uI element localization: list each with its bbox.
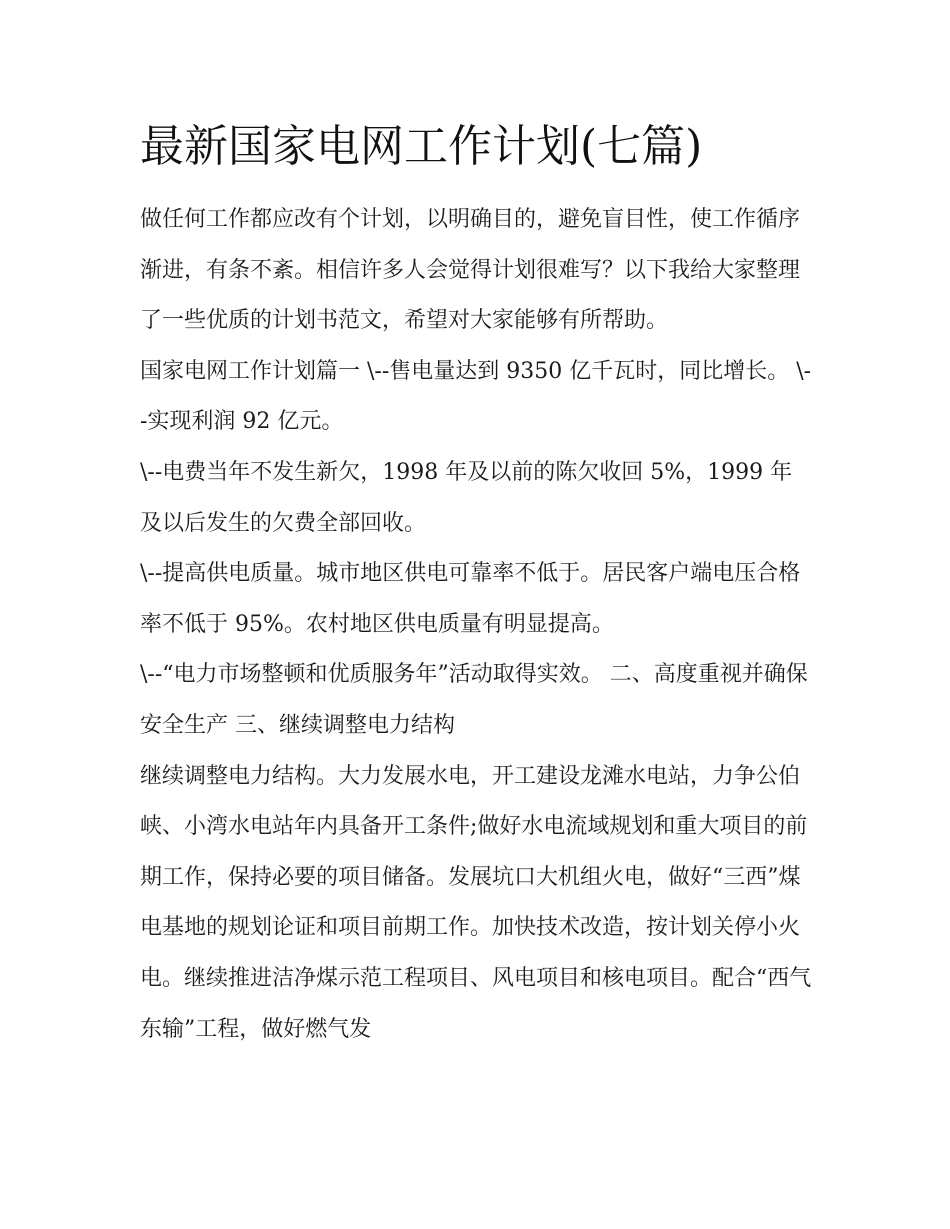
paragraph-electricity-fees: \--电费当年不发生新欠，1998 年及以前的陈欠收回 5%，1999 年及以后发生的欠费全部回收。	[140, 459, 793, 536]
paragraph-supply-quality: \--提高供电质量。城市地区供电可靠率不低于。居民客户端电压合格率不低于 95%。农村地区供电质量有明显提高。	[140, 561, 801, 637]
paragraph-market-rectification: \--“电力市场整顿和优质服务年”活动取得实效。 二、高度重视并确保安全生产 三、继续调整电力结构	[140, 662, 808, 738]
paragraph-plan-one: 国家电网工作计划篇一 \--售电量达到 9350 亿千瓦时，同比增长。 \--实现利润 92 亿元。	[140, 358, 812, 435]
paragraph-power-structure: 继续调整电力结构。大力发展水电，开工建设龙滩水电站，力争公伯峡、小湾水电站年内具备开工条件;做好水电流域规划和重大项目的前期工作，保持必要的项目储备。发展坑口大机组火电，做好“三西”煤电基地的规划论证和项目前期工作。加快技术改造，按计划关停小火电。继续推进洁净煤示范工程项目、风电项目和核电项目。配合“西气东输”工程，做好燃气发	[140, 763, 812, 1042]
document-body	[140, 195, 812, 1055]
paragraph-intro: 做任何工作都应改有个计划，以明确目的，避免盲目性，使工作循序渐进，有条不紊。相信许多人会觉得计划很难写？以下我给大家整理了一些优质的计划书范文，希望对大家能够有所帮助。	[140, 207, 801, 334]
document-title: 最新国家电网工作计划(七篇)	[140, 121, 703, 172]
